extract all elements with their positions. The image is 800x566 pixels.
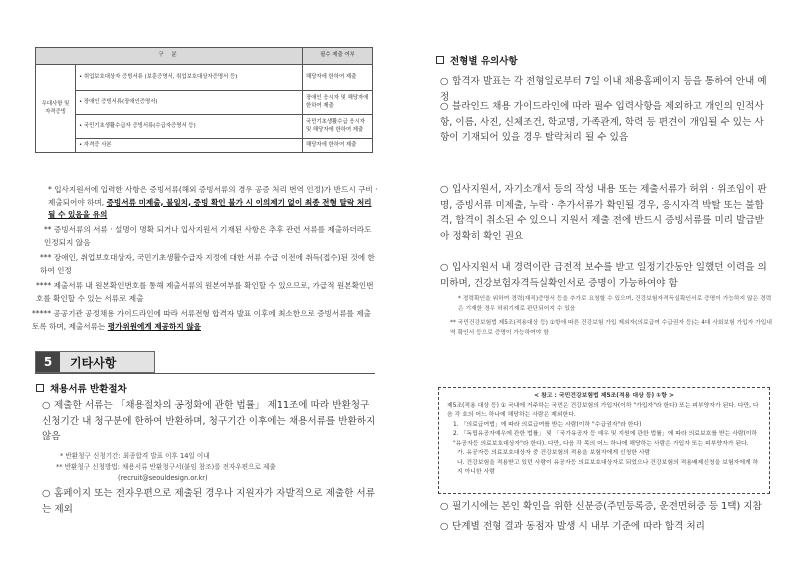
reference-line-1: 제5조(적용 대상 등) ① 국내에 거주하는 국민은 건강보험의 가입자(이하 "가입자"라 한다) 또는 피부양자가 된다. 다만, 다음 각 호의 어느 하나에 해당하는 사람은 제외한다. bbox=[447, 402, 759, 418]
stage-note-3 bbox=[440, 182, 772, 244]
return-docs-paragraph-2-text: 홈페이지 또는 전자우편으로 제출된 경우나 지원자가 자발적으로 제출한 서류는 제외 bbox=[42, 488, 375, 515]
section-divider bbox=[35, 373, 375, 374]
return-docs-paragraph-1-text: 제출한 서류는 「채용절차의 공정화에 관한 법률」 제11조에 따라 반환청구 신청기간 내 청구분에 한하여 반환하며, 청구기간 이후에는 채용서류를 반환하지 않음 bbox=[42, 400, 376, 442]
square-bullet-icon bbox=[436, 56, 444, 64]
table-row bbox=[36, 115, 373, 139]
note-5-text: ***** 공공기관 공정채용 가이드라인에 따라 서류전형 합격자 발표 이후에 최소한으로 증빙서류를 제출토록 하며, 제출서류는 bbox=[32, 309, 371, 331]
circle-bullet-icon: ○ bbox=[42, 488, 51, 499]
stage-note-5-text: 필기시에는 본인 확인을 위한 신분증(주민등록증, 운전면허증 등 1택) 지참 bbox=[452, 501, 762, 512]
note-1 bbox=[48, 184, 378, 222]
reference-title: < 참고 : 국민건강보험법 제5조(적용 대상 등) ①항 > bbox=[534, 393, 674, 399]
stage-note-4-text: 입사지원서 내 경력이란 급전적 보수를 받고 일정기간동안 일했던 이력을 의미하며, 건강보험자격득실확인서로 증명이 가능하여야 함 bbox=[440, 262, 767, 289]
note-5-emphasis: 평가위원에게 제공하지 않음 bbox=[107, 321, 202, 331]
reference-box bbox=[438, 387, 770, 494]
note-4: **** 제출서류 내 원본확인번호를 통해 제출서류의 원본여부를 확인할 수 있으므로, 가급적 원본확인번호를 확인할 수 있는 서류로 제출 bbox=[36, 281, 374, 303]
note-1-text: * 입사지원서에 입력한 사항은 증빙서류(해외 증빙서류의 경우 공증 처리 번역 인정)가 반드시 구비 · 제출되어야 하며, bbox=[48, 185, 378, 207]
return-docs-subnote-1: * 반환청구 신청기간: 최종합격 발표 이후 14일 이내 bbox=[60, 452, 210, 460]
square-bullet-icon bbox=[36, 384, 44, 392]
section-header bbox=[35, 351, 155, 373]
circle-bullet-icon: ○ bbox=[440, 521, 449, 532]
stage-subnote-1: * 경력확인을 위하여 경력(재직)증명서 등을 추가로 요청할 수 있으며, 건강보험자격득실확인서로 증명이 가능하지 않은 경력은 기재한 경우 허위기재로 판단되어지 수 있음 bbox=[458, 296, 772, 312]
table-header-category: 구 분 bbox=[36, 48, 303, 65]
table-row bbox=[36, 65, 373, 91]
stage-note-6 bbox=[440, 519, 772, 535]
note-5 bbox=[32, 308, 378, 333]
circle-bullet-icon: ○ bbox=[440, 184, 449, 195]
section-number: 5 bbox=[36, 352, 60, 372]
note-2: ** 증빙서류의 서류 · 설명이 명확 되거나 입사지원서 기재된 사항은 추후 관련 서류를 제출하더라도 인정되지 않음 bbox=[44, 225, 372, 247]
stage-subnote-2: ** 국민건강보험법 제5조(적용대상 등) ①항에 따른 건강보험 가입 제외자(의료급여 수급권자 등)는 4대 사회보험 가입자 가입내역 확인서 등으로 증명이 가능하여야 함 bbox=[450, 320, 773, 336]
circle-bullet-icon: ○ bbox=[42, 400, 51, 411]
note-1-emphasis: 증빙서류 미제출, 불일치, 증빙 확인 불가 시 이의제기 없이 최종 전형 탈락 처리될 수 있음을 유의 bbox=[48, 197, 372, 219]
reference-line-5: 나. 건강보험을 적용받고 있던 사람이 유공자등 의료보호대상자로 되었으나 건강보험의 적용배제신청을 보험자에게 하지 아니한 사람 bbox=[457, 459, 759, 475]
contact-email: (recruit@seouldesign.or.kr) bbox=[118, 474, 208, 482]
table-item-cell: • 자격증 사본 bbox=[76, 139, 303, 153]
stage-note-1-text: 합격자 발표는 각 전형일로부터 7일 이내 채용홈페이지 등을 통하여 안내 예정 bbox=[440, 76, 767, 103]
circle-bullet-icon: ○ bbox=[440, 262, 449, 273]
table-row bbox=[36, 139, 373, 153]
reference-line-2: 1. 「의료급여법」에 따라 의료급여를 받는 사람(이하 "수급권자"라 한다) bbox=[453, 421, 642, 428]
table-item-cell: • 취업보호대상자 증빙서류 (보훈증명서, 취업보호대상자증명서 등) bbox=[76, 65, 303, 91]
note-3: *** 장애인, 취업보호대상자, 국민기초생활수급자 지정에 대한 서류 수급 이전에 취득(접수)된 것에 한하여 인정 bbox=[40, 253, 375, 275]
return-docs-subnote-2: ** 반환청구 신청방법: 채용서류 반환청구서(붙임 참조)를 전자우편으로 제출 bbox=[56, 463, 276, 471]
circle-bullet-icon: ○ bbox=[440, 76, 449, 87]
table-row bbox=[36, 91, 373, 115]
return-docs-paragraph-1 bbox=[42, 398, 376, 445]
documents-table bbox=[35, 47, 373, 153]
reference-line-4: 가. 유공자등 의료보호대상자 중 건강보험의 적용을 보험자에게 신청한 사람 bbox=[457, 450, 651, 456]
section-title: 기타사항 bbox=[60, 352, 154, 372]
stage-note-4 bbox=[440, 260, 772, 291]
stage-note-2 bbox=[440, 99, 772, 146]
stage-note-5 bbox=[440, 499, 772, 515]
table-required-cell: 국민기초생활수급 응시자 및 해당자에 한하여 제출 bbox=[303, 115, 373, 139]
table-item-cell: • 장애인 증빙서류(장애인증명서) bbox=[76, 91, 303, 115]
return-docs-heading-text: 채용서류 반환절차 bbox=[50, 384, 127, 395]
stage-notes-heading bbox=[436, 53, 518, 67]
table-required-cell: 장애인 응시자 및 해당자에 한하여 제출 bbox=[303, 91, 373, 115]
return-docs-paragraph-2 bbox=[42, 486, 376, 517]
table-header-required: 필수 제출 여부 bbox=[303, 48, 373, 65]
table-required-cell: 해당자에 한하여 제출 bbox=[303, 139, 373, 153]
table-category-cell: 우대사항 및 자격증빙 bbox=[36, 65, 76, 153]
stage-note-6-text: 단계별 전형 결과 동점자 발생 시 내부 기준에 따라 합격 처리 bbox=[452, 521, 705, 532]
reference-line-3: 2. 「독립유공자예우에 관한 법률」 및 「국가유공자 등 예우 및 지원에 관한 법률」에 따라 의료보호를 받는 사람(이하 "유공자등 의료보호대상자"라 한다). 다만, 다음 각 목의 어느 하나에 해당하는 사람은 가입자 또는 피부양자가 된다. bbox=[453, 431, 758, 447]
stage-note-2-text: 블라인드 채용 가이드라인에 따라 필수 입력사항을 제외하고 개인의 인적사항, 이름, 사진, 신체조건, 학교명, 가족관계, 학력 등 편견이 개입될 수 있는 사항이 기재되어 있을 경우 탈락처리 될 수 있음 bbox=[440, 101, 764, 143]
circle-bullet-icon: ○ bbox=[440, 101, 449, 112]
table-item-cell: • 국민기초생활수급자 증빙서류(수급자증명서 등) bbox=[76, 115, 303, 139]
table-required-cell: 해당자에 한하여 제출 bbox=[303, 65, 373, 91]
stage-notes-heading-text: 전형별 유의사항 bbox=[450, 56, 518, 67]
return-docs-heading bbox=[36, 381, 127, 395]
circle-bullet-icon: ○ bbox=[440, 501, 449, 512]
stage-note-3-text: 입사지원서, 자기소개서 등의 작성 내용 또는 제출서류가 허위 · 위조임이 판명, 증빙서류 미제출, 누락 · 추가서류가 확인될 경우, 응시자격 박탈 또는 불합격, 합격이 취소된 수 있으니 지원서 제출 전에 반드시 증빙서류를 미리 발급받아 정확히 확인 권요 bbox=[440, 184, 767, 242]
